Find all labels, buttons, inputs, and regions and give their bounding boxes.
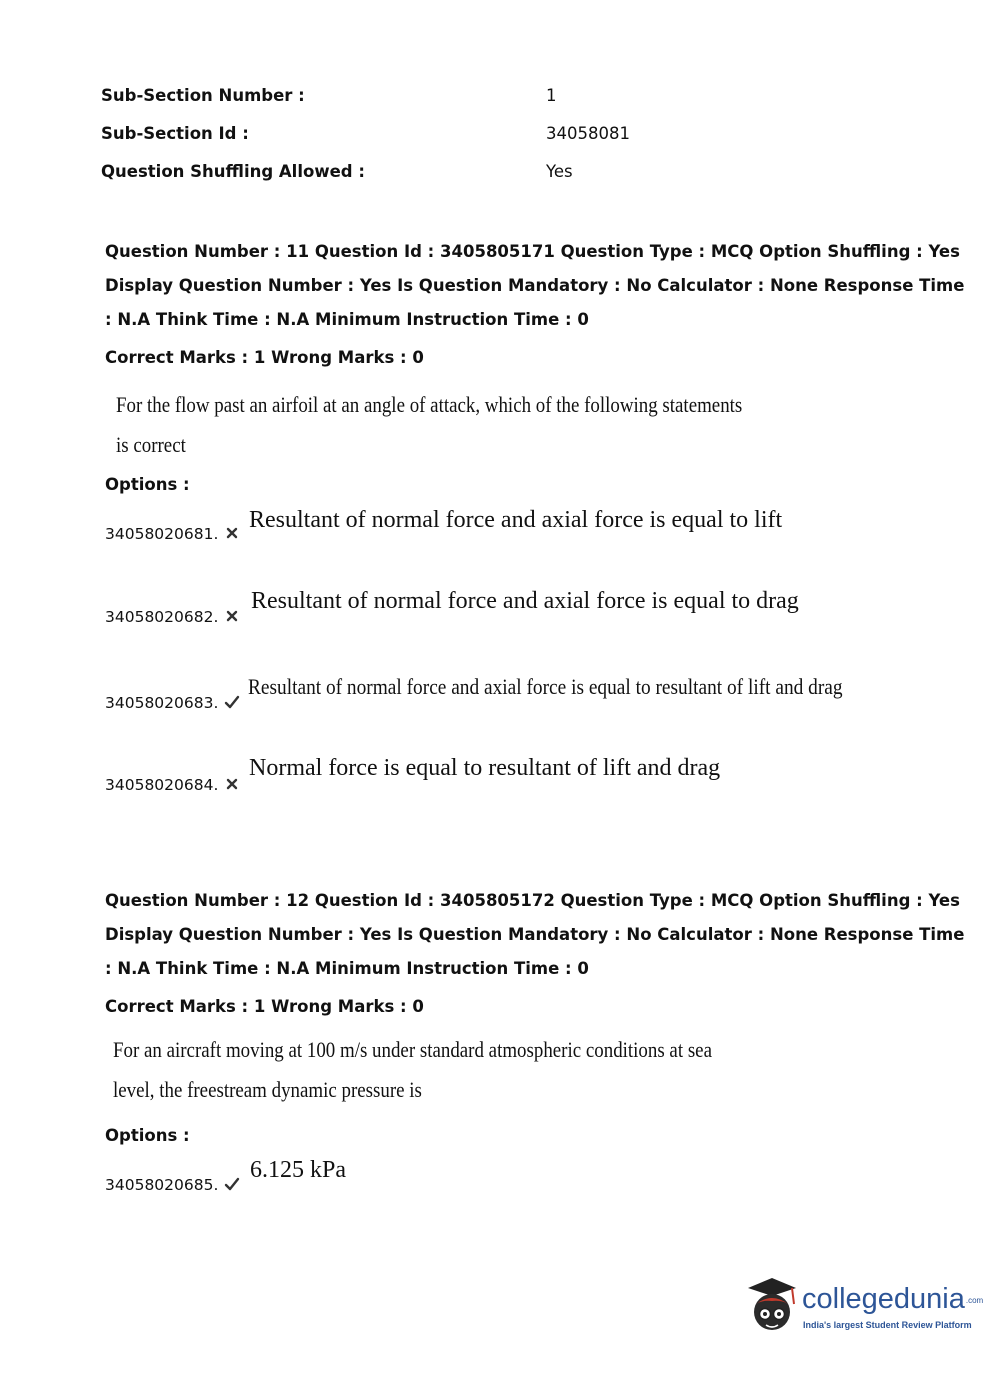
question-12-header-line1: Question Number : 12 Question Id : 3405805172 Question Type : MCQ Option Shuffling : Yes (105, 891, 960, 910)
option-id: 34058020682. (105, 608, 240, 626)
sub-section-id-value: 34058081 (546, 124, 630, 143)
option-id: 34058020683. (105, 694, 240, 712)
question-12-text-line1: For an aircraft moving at 100 m/s under standard atmospheric conditions at sea (113, 1037, 712, 1062)
logo-suffix: .com (965, 1295, 984, 1305)
question-11-header-line1: Question Number : 11 Question Id : 3405805171 Question Type : MCQ Option Shuffling : Yes (105, 242, 960, 261)
question-11-text-line1: For the flow past an airfoil at an angle of attack, which of the following statements (116, 392, 743, 417)
option-id: 34058020681. (105, 525, 240, 543)
question-shuffling-value: Yes (546, 162, 573, 181)
question-11-header-line2: Display Question Number : Yes Is Question Mandatory : No Calculator : None Response Time (105, 276, 965, 295)
question-12-options-label: Options : (105, 1126, 190, 1145)
sub-section-number-label: Sub-Section Number : (101, 86, 305, 105)
question-12-marks: Correct Marks : 1 Wrong Marks : 0 (105, 997, 424, 1016)
question-11-header-line3: : N.A Think Time : N.A Minimum Instruction Time : 0 (105, 310, 589, 329)
collegedunia-mascot-icon (742, 1274, 802, 1338)
question-shuffling-label: Question Shuffling Allowed : (101, 162, 365, 181)
wrong-icon (224, 776, 240, 792)
collegedunia-logo-name: collegedunia.com (802, 1283, 984, 1315)
question-11-marks: Correct Marks : 1 Wrong Marks : 0 (105, 348, 424, 367)
option-id: 34058020685. (105, 1176, 240, 1194)
option-text: 6.125 kPa (250, 1157, 346, 1183)
option-text: Normal force is equal to resultant of lift and drag (249, 755, 721, 781)
sub-section-number-value: 1 (546, 86, 557, 105)
collegedunia-tagline: India's largest Student Review Platform (803, 1320, 972, 1330)
question-11-text-line2: is correct (116, 432, 186, 457)
question-12-header-line3: : N.A Think Time : N.A Minimum Instruction Time : 0 (105, 959, 589, 978)
question-12-text-line2: level, the freestream dynamic pressure is (113, 1077, 422, 1102)
option-text: Resultant of normal force and axial force is equal to lift (249, 507, 783, 533)
sub-section-id-label: Sub-Section Id : (101, 124, 249, 143)
question-11-options-label: Options : (105, 475, 190, 494)
option-id: 34058020684. (105, 776, 240, 794)
wrong-icon (224, 608, 240, 624)
wrong-icon (224, 525, 240, 541)
option-text: Resultant of normal force and axial force is equal to drag (251, 588, 799, 614)
check-icon (224, 694, 240, 710)
question-12-header-line2: Display Question Number : Yes Is Question Mandatory : No Calculator : None Response Time (105, 925, 965, 944)
check-icon (224, 1176, 240, 1192)
option-text: Resultant of normal force and axial force is equal to resultant of lift and drag (248, 674, 843, 699)
